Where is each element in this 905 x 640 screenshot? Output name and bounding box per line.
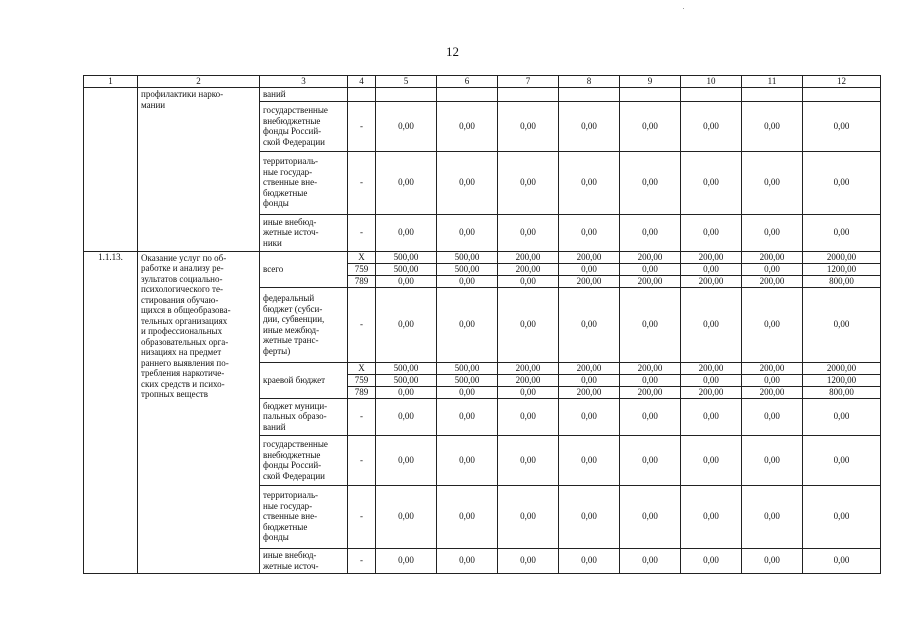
value-cell: 0,00 bbox=[681, 151, 742, 214]
value-cell: 0,00 bbox=[498, 485, 559, 548]
value-cell: 0,00 bbox=[559, 548, 620, 573]
value-cell: 500,00 bbox=[376, 263, 437, 275]
value-cell: 0,00 bbox=[437, 435, 498, 485]
value-cell: 200,00 bbox=[742, 251, 803, 263]
column-header: 9 bbox=[620, 76, 681, 88]
item-number-cell bbox=[84, 88, 138, 252]
source-cell: государственные внебюджетные фонды Россий- ской Федерации bbox=[260, 101, 348, 151]
code-cell: - bbox=[348, 398, 376, 435]
value-cell: 0,00 bbox=[681, 374, 742, 386]
value-cell: 0,00 bbox=[681, 548, 742, 573]
item-number-cell: 1.1.13. bbox=[84, 251, 138, 573]
value-cell: 500,00 bbox=[376, 362, 437, 374]
value-cell bbox=[498, 88, 559, 102]
value-cell: 0,00 bbox=[803, 485, 881, 548]
page-number: 12 bbox=[446, 44, 459, 59]
value-cell: 800,00 bbox=[803, 386, 881, 398]
code-cell: - bbox=[348, 101, 376, 151]
value-cell: 0,00 bbox=[437, 101, 498, 151]
value-cell: 1200,00 bbox=[803, 263, 881, 275]
table-row bbox=[84, 251, 881, 263]
value-cell: 200,00 bbox=[559, 251, 620, 263]
value-cell: 200,00 bbox=[498, 362, 559, 374]
value-cell bbox=[803, 88, 881, 102]
value-cell: 0,00 bbox=[559, 398, 620, 435]
value-cell: 0,00 bbox=[498, 214, 559, 251]
value-cell: 0,00 bbox=[681, 287, 742, 362]
value-cell: 0,00 bbox=[742, 374, 803, 386]
value-cell: 0,00 bbox=[803, 214, 881, 251]
value-cell: 0,00 bbox=[498, 435, 559, 485]
value-cell: 200,00 bbox=[742, 386, 803, 398]
value-cell: 0,00 bbox=[742, 398, 803, 435]
value-cell bbox=[742, 88, 803, 102]
value-cell bbox=[376, 88, 437, 102]
value-cell: 0,00 bbox=[803, 151, 881, 214]
source-cell: территориаль- ные государ- ственные вне- бюджетные фонды bbox=[260, 151, 348, 214]
value-cell bbox=[437, 88, 498, 102]
value-cell: 0,00 bbox=[803, 101, 881, 151]
value-cell: 0,00 bbox=[681, 435, 742, 485]
source-cell: иные внебюд- жетные источ- ники bbox=[260, 214, 348, 251]
value-cell: 500,00 bbox=[437, 251, 498, 263]
value-cell: 0,00 bbox=[620, 214, 681, 251]
value-cell: 0,00 bbox=[742, 263, 803, 275]
value-cell: 200,00 bbox=[620, 362, 681, 374]
code-cell: - bbox=[348, 485, 376, 548]
value-cell bbox=[620, 88, 681, 102]
column-header: 11 bbox=[742, 76, 803, 88]
value-cell: 0,00 bbox=[437, 151, 498, 214]
column-header: 1 bbox=[84, 76, 138, 88]
value-cell: 0,00 bbox=[376, 386, 437, 398]
value-cell: 200,00 bbox=[620, 275, 681, 287]
value-cell: 0,00 bbox=[620, 101, 681, 151]
value-cell: 0,00 bbox=[681, 398, 742, 435]
value-cell: 200,00 bbox=[620, 251, 681, 263]
value-cell: 0,00 bbox=[620, 435, 681, 485]
code-cell: - bbox=[348, 548, 376, 573]
value-cell: 200,00 bbox=[498, 251, 559, 263]
value-cell: 0,00 bbox=[803, 548, 881, 573]
value-cell: 200,00 bbox=[681, 362, 742, 374]
column-header: 12 bbox=[803, 76, 881, 88]
value-cell: 0,00 bbox=[559, 374, 620, 386]
value-cell: 0,00 bbox=[681, 263, 742, 275]
code-cell: - bbox=[348, 435, 376, 485]
value-cell: 0,00 bbox=[498, 548, 559, 573]
value-cell: 1200,00 bbox=[803, 374, 881, 386]
value-cell: 0,00 bbox=[742, 435, 803, 485]
value-cell: 500,00 bbox=[376, 251, 437, 263]
value-cell: 0,00 bbox=[559, 435, 620, 485]
value-cell bbox=[348, 88, 376, 102]
column-header: 5 bbox=[376, 76, 437, 88]
value-cell: 0,00 bbox=[498, 386, 559, 398]
value-cell: 0,00 bbox=[559, 214, 620, 251]
value-cell: 0,00 bbox=[803, 398, 881, 435]
value-cell: 0,00 bbox=[742, 214, 803, 251]
value-cell: 0,00 bbox=[376, 398, 437, 435]
value-cell: 0,00 bbox=[742, 548, 803, 573]
source-cell: федеральный бюджет (субси- дии, субвенции, иные межбюд- жетные транс- ферты) bbox=[260, 287, 348, 362]
value-cell: 0,00 bbox=[620, 398, 681, 435]
value-cell bbox=[681, 88, 742, 102]
value-cell: 0,00 bbox=[620, 263, 681, 275]
value-cell: 0,00 bbox=[376, 485, 437, 548]
source-cell: всего bbox=[260, 251, 348, 287]
value-cell: 0,00 bbox=[681, 214, 742, 251]
value-cell: 0,00 bbox=[376, 287, 437, 362]
value-cell: 0,00 bbox=[620, 151, 681, 214]
value-cell: 0,00 bbox=[437, 214, 498, 251]
value-cell: 2000,00 bbox=[803, 362, 881, 374]
value-cell: 200,00 bbox=[559, 275, 620, 287]
value-cell: 0,00 bbox=[437, 287, 498, 362]
code-cell: - bbox=[348, 287, 376, 362]
value-cell: 200,00 bbox=[742, 362, 803, 374]
value-cell: 0,00 bbox=[498, 275, 559, 287]
value-cell: 0,00 bbox=[376, 548, 437, 573]
column-header: 7 bbox=[498, 76, 559, 88]
value-cell: 0,00 bbox=[559, 151, 620, 214]
value-cell: 500,00 bbox=[437, 263, 498, 275]
value-cell: 500,00 bbox=[437, 374, 498, 386]
value-cell: 0,00 bbox=[498, 101, 559, 151]
code-cell: X bbox=[348, 251, 376, 263]
value-cell: 0,00 bbox=[559, 287, 620, 362]
scan-speck bbox=[683, 8, 684, 9]
budget-table bbox=[83, 75, 881, 574]
value-cell: 0,00 bbox=[681, 485, 742, 548]
source-cell: территориаль- ные государ- ственные вне- бюджетные фонды bbox=[260, 485, 348, 548]
code-cell: 789 bbox=[348, 386, 376, 398]
column-header: 10 bbox=[681, 76, 742, 88]
source-cell: иные внебюд- жетные источ- bbox=[260, 548, 348, 573]
value-cell: 200,00 bbox=[742, 275, 803, 287]
value-cell: 200,00 bbox=[681, 386, 742, 398]
value-cell bbox=[559, 88, 620, 102]
column-header: 6 bbox=[437, 76, 498, 88]
code-cell: 789 bbox=[348, 275, 376, 287]
value-cell: 0,00 bbox=[620, 548, 681, 573]
value-cell: 0,00 bbox=[376, 101, 437, 151]
item-name-cell: Оказание услуг по об- работке и анализу ре- зультатов социально- психологического те- стирования обучаю- щихся в общеобразова- тельных организациях и профессиональных образовательных орга- низациях на предмет раннего выявления по- требления наркотиче- ских средств и психо- тропных веществ bbox=[138, 251, 260, 573]
value-cell: 0,00 bbox=[742, 151, 803, 214]
table-row bbox=[84, 88, 881, 102]
value-cell: 200,00 bbox=[498, 263, 559, 275]
value-cell: 0,00 bbox=[437, 386, 498, 398]
value-cell: 0,00 bbox=[498, 151, 559, 214]
code-cell: - bbox=[348, 151, 376, 214]
code-cell: 759 bbox=[348, 263, 376, 275]
value-cell: 0,00 bbox=[437, 485, 498, 548]
value-cell: 0,00 bbox=[620, 374, 681, 386]
value-cell: 200,00 bbox=[559, 362, 620, 374]
value-cell: 0,00 bbox=[742, 485, 803, 548]
value-cell: 500,00 bbox=[437, 362, 498, 374]
header-row bbox=[84, 76, 881, 88]
value-cell: 0,00 bbox=[620, 485, 681, 548]
column-header: 2 bbox=[138, 76, 260, 88]
value-cell: 0,00 bbox=[376, 151, 437, 214]
value-cell: 0,00 bbox=[742, 101, 803, 151]
source-cell: ваний bbox=[260, 88, 348, 102]
value-cell: 0,00 bbox=[498, 398, 559, 435]
value-cell: 500,00 bbox=[376, 374, 437, 386]
value-cell: 200,00 bbox=[498, 374, 559, 386]
source-cell: краевой бюджет bbox=[260, 362, 348, 398]
value-cell: 0,00 bbox=[559, 101, 620, 151]
column-header: 4 bbox=[348, 76, 376, 88]
value-cell: 800,00 bbox=[803, 275, 881, 287]
code-cell: X bbox=[348, 362, 376, 374]
value-cell: 0,00 bbox=[803, 435, 881, 485]
value-cell: 0,00 bbox=[620, 287, 681, 362]
value-cell: 0,00 bbox=[437, 398, 498, 435]
source-cell: бюджет муници- пальных образо- ваний bbox=[260, 398, 348, 435]
value-cell: 2000,00 bbox=[803, 251, 881, 263]
value-cell: 0,00 bbox=[376, 435, 437, 485]
value-cell: 200,00 bbox=[620, 386, 681, 398]
value-cell: 0,00 bbox=[376, 214, 437, 251]
value-cell: 0,00 bbox=[681, 101, 742, 151]
value-cell: 200,00 bbox=[681, 275, 742, 287]
value-cell: 200,00 bbox=[681, 251, 742, 263]
value-cell: 0,00 bbox=[437, 548, 498, 573]
column-header: 3 bbox=[260, 76, 348, 88]
code-cell: 759 bbox=[348, 374, 376, 386]
value-cell: 0,00 bbox=[559, 263, 620, 275]
value-cell: 0,00 bbox=[559, 485, 620, 548]
column-header: 8 bbox=[559, 76, 620, 88]
value-cell: 0,00 bbox=[498, 287, 559, 362]
value-cell: 0,00 bbox=[803, 287, 881, 362]
item-name-cell: профилактики нарко- мании bbox=[138, 88, 260, 252]
value-cell: 200,00 bbox=[559, 386, 620, 398]
source-cell: государственные внебюджетные фонды Россий- ской Федерации bbox=[260, 435, 348, 485]
value-cell: 0,00 bbox=[376, 275, 437, 287]
value-cell: 0,00 bbox=[742, 287, 803, 362]
value-cell: 0,00 bbox=[437, 275, 498, 287]
code-cell: - bbox=[348, 214, 376, 251]
